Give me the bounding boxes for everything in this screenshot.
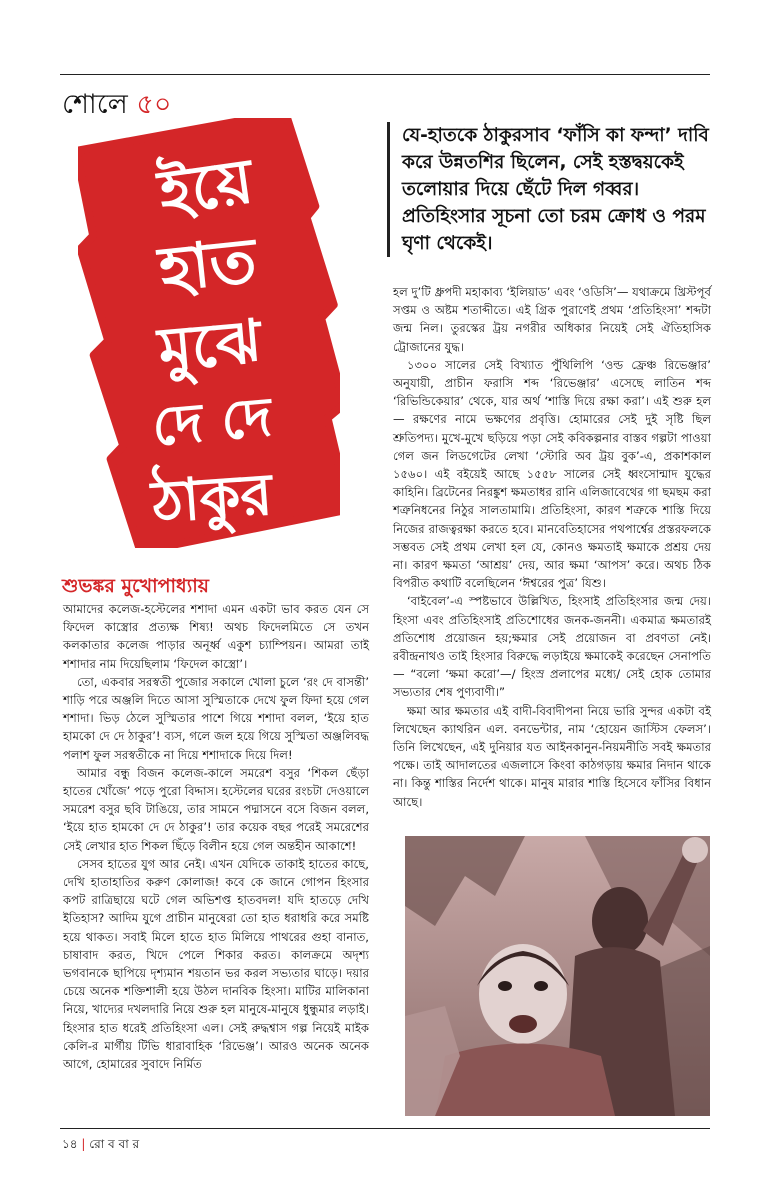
headline-line-1: ইয়ে	[154, 143, 258, 230]
headline-line-5: ঠাকুর	[149, 459, 275, 537]
headline-line-4: দে দে	[149, 384, 275, 459]
page-number: ১৪	[62, 1137, 78, 1151]
film-still-photo	[405, 836, 710, 1116]
header-rule	[60, 74, 710, 75]
publication-name: রো ব বা র	[89, 1137, 140, 1151]
headline-line-2: হাত	[155, 223, 260, 306]
author-byline: শুভঙ্কর মুখোপাধ্যায়	[62, 575, 209, 597]
paragraph: ১৩০০ সালের সেই বিখ্যাত পুঁথিলিপি ‘ওল্ড ফ্রেঞ্চ রিভেঞ্জার’ অনুযায়ী, প্রাচীন ফরাসি শব্দ ‘রিভেঞ্জার’ এসেছে লাতিন শব্দ ‘রিভিন্ডিকেয়ার’ থেকে, যার অর্থ ‘শাস্তি দিয়ে রক্ষা করা’। এই শুরু হল— রক্ষণের নামে ভক্ষণের প্রবৃত্তি। হোমারের সেই দুই সৃষ্টি ছিল শ্রুতিপদ্য। মুখে-মুখে ছড়িয়ে পড়া সেই কবিকল্পনার বাস্তব গল্পটা পাওয়া গেল জন লিডগেটের লেখা ‘স্টোরি অব ট্রয় বুক’-এ, প্রকাশকাল ১৫৬০। এই বইয়েই আছে ১৫৫৮ সালের সেই ধ্বংসোন্মাদ যুদ্ধের কাহিনি। ব্রিটেনের নিরঙ্কুশ ক্ষমতাধর রানি এলিজাবেথের গা ছমছম করা শত্রুনিধনের নিঠুর সালতামামি। প্রতিহিংসা, কারণ শত্রুকে শাস্তি দিয়ে নিজের রাজত্বরক্ষা করতে হবে। মানবেতিহাসের পথপার্শ্বের প্রস্তরফলকে সম্ভবত সেই প্রথম লেখা হল যে, কোনও ক্ষমতাই ক্ষমাকে প্রশ্রয় দেয় না। কারণ ক্ষমতা ‘আশ্রয়’ দেয়, আর ক্ষমা ‘আপস’ করে। অথচ ঠিক বিপরীত কথাটি বলেছিলেন ‘ঈশ্বরের পুত্র’ যিশু।	[393, 357, 711, 591]
paragraph: ক্ষমা আর ক্ষমতার এই বাদী-বিবাদীপনা নিয়ে ভারি সুন্দর একটা বই লিখেছেন ক্যাথরিন এল. বনভেন্টার, নাম ‘হোয়েন জাস্টিস ফেলস’। তিনি লিখেছেন, এই দুনিয়ার যত আইনকানুন-নিয়মনীতি সবই ক্ষমতার পক্ষে। তাই আদালতের এজলাসে কিংবা কাঠগড়ায় ক্ষমার নিদান থাকে না। কিন্তু শাস্তির নির্দেশ থাকে। মানুষ মারার শাস্তি হিসেবে ফাঁসির বিধান আছে।	[393, 703, 711, 809]
paragraph: আমাদের কলেজ-হস্টেলের শশাদা এমন একটা ভাব করত যেন সে ফিদেল কাস্ত্রোর প্রত্যক্ষ শিষ্য! অথচ ফিদেলমিতে সে তখন কলকাতার কলেজ পাড়ার অনূর্ধ্ব একুশ চ্যাম্পিয়ন। আমরা তাই শশাদার নাম দিয়েছিলাম ‘ফিদেল কাস্ত্রো’।	[63, 602, 369, 671]
article-column-2	[393, 283, 711, 811]
section-number: ৫০	[136, 89, 172, 120]
article-deck: যে-হাতকে ঠাকুরসাব ‘ফাঁসি কা ফন্দা’ দাবি করে উন্নতশির ছিলেন, সেই হস্তদ্বয়কেই তলোয়ার দিয়ে ছেঁটে দিল গব্বর। প্রতিহিংসার সূচনা তো চরম ক্রোধ ও পরম ঘৃণা থেকেই।	[387, 122, 724, 257]
paragraph: আমার বন্ধু বিজন কলেজ-কালে সমরেশ বসুর ‘শিকল ছেঁড়া হাতের খোঁজে’ পড়ে পুরো বিদ্দাস। হস্টেলের ঘরের রংচটা দেওয়ালে সমরেশ বসুর ছবি টাঙিয়ে, তার সামনে পদ্মাসনে বসে বিজন বলল, ‘ইয়ে হাত হামকো দে দে ঠাকুর’! তার কয়েক বছর পরেই সমরেশের সেই লেখার হাত শিকল ছিঁড়ে বিলীন হয়ে গেল অন্তহীন আকাশে!	[63, 765, 369, 853]
paragraph: ‘বাইবেল’-এ স্পষ্টভাবে উল্লিখিত, হিংসাই প্রতিহিংসার জন্ম দেয়। হিংসা এবং প্রতিহিংসাই প্রতিশোধের জনক-জননী। একমাত্র ক্ষমতারই প্রতিশোধ প্রয়োজন হয়;ক্ষমার সেই প্রয়োজন বা প্রবণতা নেই। রবীন্দ্রনাথও তাই হিংসার বিরুদ্ধে লড়াইয়ে ক্ষমাকেই করেছেন সেনাপতি— “বলো ‘ক্ষমা করো’—/ হিংস্র প্রলাপের মধ্যে/ সেই হোক তোমার সভ্যতার শেষ পুণ্যবাণী।”	[393, 594, 711, 700]
headline-lettering	[78, 118, 340, 548]
paragraph: তো, একবার সরস্বতী পুজোর সকালে খোলা চুলে ‘রং দে বাসন্তী’ শাড়ি পরে অঞ্জলি দিতে আসা সুস্মিতাকে দেখে ফুল ফিদা হয়ে গেল শশাদা। ভিড় ঠেলে সুস্মিতার পাশে গিয়ে শশাদা বলল, ‘ইয়ে হাত হামকো দে দে ঠাকুর’! ব্যস, গলে জল হয়ে গিয়ে সুস্মিতা অঞ্জলিবদ্ধ পলাশ ফুল সরস্বতীকে না দিয়ে শশাদাকে দিয়ে দিল!	[63, 674, 369, 762]
photo-illustration	[405, 836, 710, 1116]
footer-rule	[60, 1128, 710, 1129]
page-folio	[62, 1136, 139, 1156]
folio-separator: |	[81, 1137, 86, 1151]
headline	[78, 118, 340, 548]
headline-line-3: মুঝে	[155, 306, 265, 386]
article-column-1	[63, 600, 369, 1073]
paragraph: সেসব হাতের যুগ আর নেই। এখন যেদিকে তাকাই হাতের কাছে, দেখি হাতাহাতির করুণ কোলাজ! কবে কে জানে গোপন হিংসার কপট রাত্রিছায়ে ঘটে গেল অভিশপ্ত হাতবদল! যদি হাতড়ে দেখি ইতিহাস? আদিম যুগে প্রাচীন মানুষেরা তো হাত ধরাধরি করে সমষ্টি হয়ে থাকত। সবাই মিলে হাতে হাত মিলিয়ে পাথরের গুহা বানাত, চাষাবাদ করত, খিদে পেলে শিকার করত। কালক্রমে অদৃশ্য ভগবানকে ছাপিয়ে দৃশ্যমান শয়তান ভর করল সভ্যতার ঘাড়ে। দয়ার চেয়ে অনেক শক্তিশালী হয়ে উঠল দানবিক হিংসা। মাটির মালিকানা নিয়ে, খাদ্যের দখলদারি নিয়ে শুরু হল মানুষে-মানুষে ধুন্ধুমার লড়াই। হিংসার হাত ধরেই প্রতিহিংসা এল। সেই রুদ্ধশ্বাস গল্প নিয়েই মাইক কেলি-র মার্গীয় টিভি ধারাবাহিক ‘রিভেঞ্জ’। আরও অনেক অনেক আগে, হোমারের সুবাদে নির্মিত	[63, 856, 369, 1072]
paragraph: হল দু’টি ধ্রুপদী মহাকাব্য ‘ইলিয়াড’ এবং ‘ওডিসি’— যথাক্রমে খ্রিস্টপূর্ব সপ্তম ও অষ্টম শতাব্দীতে। এই গ্রিক পুরাণেই প্রথম ‘প্রতিহিংসা’ শব্দটা জন্ম নিল। তুরস্কের ট্রয় নগরীর অধিকার নিয়েই সেই ঐতিহাসিক ট্রোজানের যুদ্ধ।	[393, 285, 711, 354]
section-label: শোলে	[62, 89, 128, 120]
